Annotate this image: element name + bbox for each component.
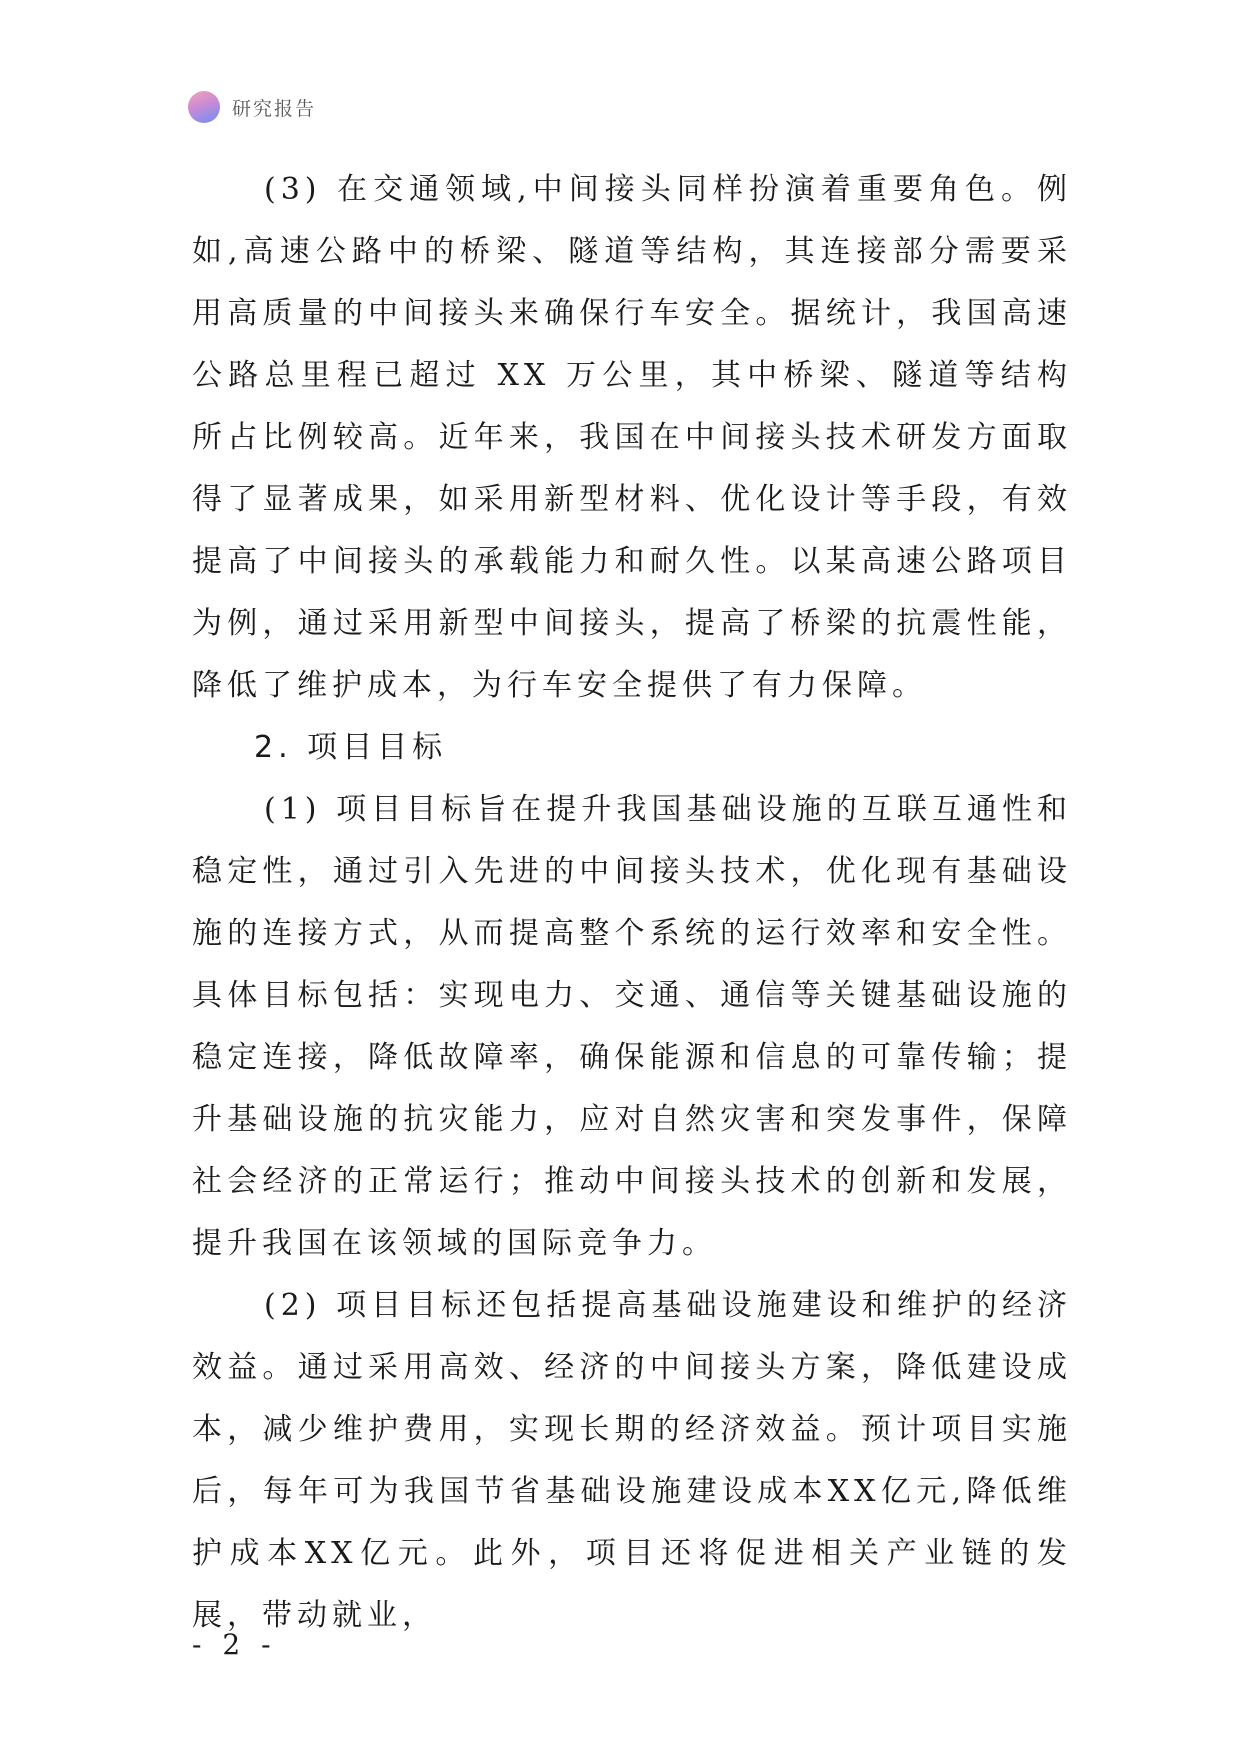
paragraph-3: (3) 在交通领域,中间接头同样扮演着重要角色。例如,高速公路中的桥梁、隧道等结构，其连接部分需要采用高质量的中间接头来确保行车安全。据统计，我国高速公路总里程已超过 XX 万公里，其中桥梁、隧道等结构所占比例较高。近年来，我国在中间接头技术研发方面取得了显著成果，如采用新型材料、优化设计等手段，有效提高了中间接头的承载能力和耐久性。以某高速公路项目为例，通过采用新型中间接头，提高了桥梁的抗震性能，降低了维护成本，为行车安全提供了有力保障。 (192, 172, 1072, 703)
section-title: 项目目标 (307, 730, 448, 765)
section-heading (192, 717, 1072, 779)
page-number: - 2 - (192, 1628, 277, 1661)
header-title: 研究报告 (232, 97, 317, 120)
logo-circle-icon (188, 91, 220, 123)
document-body (192, 159, 1072, 1647)
page-header (188, 90, 316, 124)
objective-paragraph-2: (2) 项目目标还包括提高基础设施建设和维护的经济效益。通过采用高效、经济的中间接头方案，降低建设成本，减少维护费用，实现长期的经济效益。预计项目实施后，每年可为我国节省基础设施建设成本XX亿元,降低维护成本XX亿元。此外，项目还将促进相关产业链的发展，带动就业， (192, 1288, 1072, 1633)
objective-paragraph-1: (1) 项目目标旨在提升我国基础设施的互联互通性和稳定性，通过引入先进的中间接头技术，优化现有基础设施的连接方式，从而提高整个系统的运行效率和安全性。具体目标包括：实现电力、交通、通信等关键基础设施的稳定连接，降低故障率，确保能源和信息的可靠传输；提升基础设施的抗灾能力，应对自然灾害和突发事件，保障社会经济的正常运行；推动中间接头技术的创新和发展，提升我国在该领域的国际竞争力。 (192, 792, 1072, 1261)
section-number: 2. (254, 730, 293, 765)
